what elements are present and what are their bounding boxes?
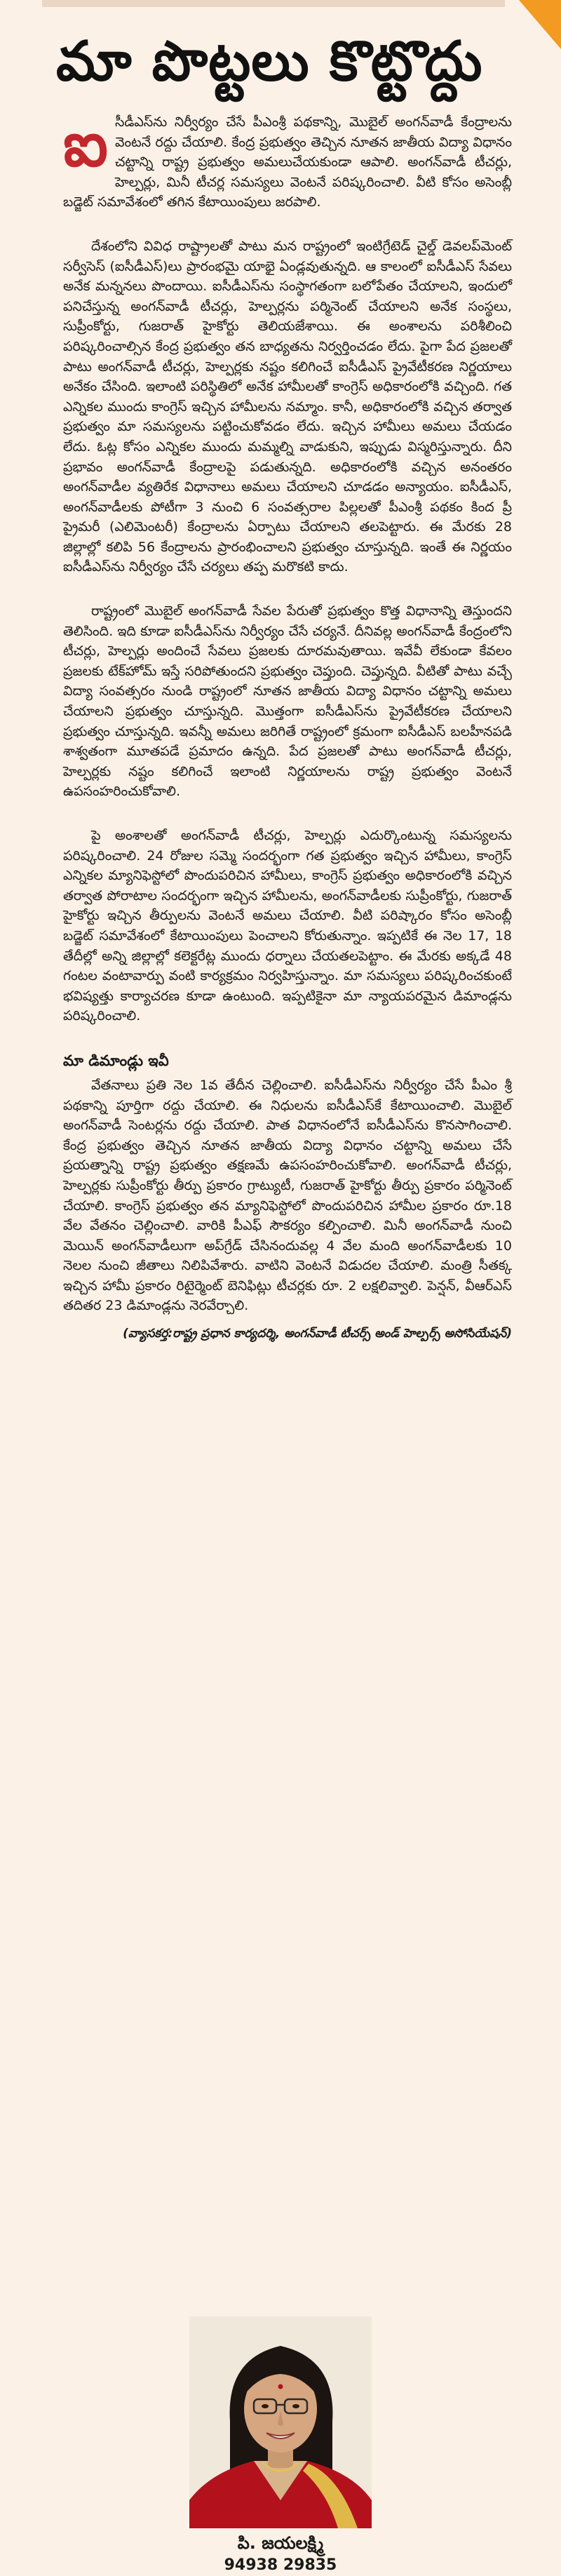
author-byline: (వ్యాసకర్త:రాష్ట్ర ప్రధాన కార్యదర్శి, అంగన్‌వాడీ టీచర్స్‌ అండ్‌ హెల్పర్స్‌ అసోసియేషన్‌)	[123, 1327, 512, 1341]
author-phone: 94938 29835	[224, 2556, 337, 2574]
header-strip	[42, 0, 505, 7]
demands-subheading: మా డిమాండ్లు ఇవీ	[63, 1052, 169, 1069]
article-paragraph-1	[63, 108, 512, 213]
author-name: పి. జయలక్ష్మి	[237, 2533, 324, 2553]
paragraph-1-text: సీడీఎస్‌ను నిర్వీర్యం చేసే పీఎంశ్రీ పథకాన్ని, మొబైల్‌ అంగన్‌వాడీ కేంద్రాలను వెంటనే రద్దు చేయాలి. కేంద్ర ప్రభుత్వం తెచ్చిన నూతన జాతీయ విద్యా విధానం చట్టాన్ని రాష్ట్ర ప్రభుత్వం అమలుచేయకుండా ఆపాలి. అంగన్‌వాడీ టీచర్లు, హెల్పర్లు, మినీ టీచర్ల సమస్యలు వెంటనే పరిష్కరించాలి. వీటి కోసం అసెంబ్లీ బడ్జెట్‌ సమావేశంలో తగిన కేటాయింపులు జరపాలి.	[63, 114, 512, 210]
article-body	[63, 108, 512, 1344]
article-paragraph-2: దేశంలోని వివిధ రాష్ట్రాలతో పాటు మన రాష్ట్రంలో ఇంటిగ్రేటెడ్‌ చైల్డ్‌ డెవలప్‌మెంట్‌ సర్వీసెస్‌ (ఐసీడీఎస్‌)లు ప్రారంభమై యాభై ఏండ్లవుతున్నది. ఆ కాలంలో ఐసీడీఎస్‌ సేవలు అనేక మన్ననలు పొందాయి. ఐసీడీఎస్‌ను సంస్థాగతంగా బలోపేతం చేయాలని, ఇందులో పనిచేస్తున్న అంగన్‌వాడీ టీచర్లు, హెల్పర్లను పర్మినెంట్‌ చేయాలని అనేక సంస్థలు, సుప్రీంకోర్టు, గుజరాత్‌ హైకోర్టు తెలియజేశాయి. ఈ అంశాలను పరిశీలించి పరిష్కరించాల్సిన కేంద్ర ప్రభుత్వం తన బాధ్యతను నిర్వర్తించడం లేదు. పైగా పేద ప్రజలతో పాటు అంగన్‌వాడీ టీచర్లు, హెల్పర్లకు నష్టం కలిగించే ఐసీడీఎస్‌ ప్రైవేటీకరణ నిర్ణయాలు అనేకం చేసింది. ఇలాంటి పరిస్థితిలో అనేక హామీలతో కాంగ్రెస్‌ అధికారంలోకి వచ్చింది. గత ఎన్నికల ముందు కాంగ్రెస్‌ ఇచ్చిన హామీలను నమ్మాం. కానీ, అధికారంలోకి వచ్చిన తర్వాత ప్రభుత్వం మా సమస్యలను పట్టించుకోవడం లేదు. ఇచ్చిన హామీలు అమలు చేయడం లేదు. ఓట్ల కోసం ఎన్నికల ముందు మమ్మల్ని వాడుకుని, ఇప్పుడు విస్మరిస్తున్నారు. దీని ప్రభావం అంగన్‌వాడీ కేంద్రాలపై పడుతున్నది. అధికారంలోకి వచ్చిన అనంతరం అంగన్‌వాడీల వ్యతిరేక విధానాలు అమలు చేయాలని చూడడం అన్యాయం. ఐసీడీఎస్‌, అంగన్‌వాడీలకు పోటీగా 3 నుంచి 6 సంవత్సరాల పిల్లలతో పీఎంశ్రీ పథకం కింద ప్రీ ప్రైమరీ (ఎలిమెంటరీ) కేంద్రాలను ఏర్పాటు చేయాలని తలపెట్టారు. ఈ మేరకు 28 జిల్లాల్లో కలిపి 56 కేంద్రాలను ప్రారంభించాలని ప్రభుత్వం చూస్తున్నది. ఇంతే ఈ నిర్ణయం ఐసీడీఎస్‌ను నిర్వీర్యం చేసే చర్యలు తప్ప మరొకటి కాదు.	[63, 238, 512, 575]
photo-caption	[56, 2531, 505, 2576]
author-photo	[189, 2316, 372, 2528]
article-paragraph-5: వేతనాలు ప్రతి నెల 1వ తేదీన చెల్లించాలి. ఐసీడీఎస్‌ను నిర్వీర్యం చేసే పీఎం శ్రీ పథకాన్ని పూర్తిగా రద్దు చేయాలి. ఈ నిధులను ఐసీడీఎస్‌కే కేటాయించాలి. మొబైల్‌ అంగన్‌వాడీ సెంటర్లను రద్దు చేయాలి. పాత విధానంలోనే ఐసీడీఎస్‌ను కొనసాగించాలి. కేంద్ర ప్రభుత్వం తెచ్చిన నూతన జాతీయ విద్యా విధానం చట్టాన్ని అమలు చేసే ప్రయత్నాన్ని రాష్ట్ర ప్రభుత్వం తక్షణమే ఉపసంహరించుకోవాలి. అంగన్‌వాడీ టీచర్లు, హెల్పర్లకు సుప్రీంకోర్టు తీర్పు ప్రకారం గ్రాట్యుటీ, గుజరాత్‌ హైకోర్టు తీర్పు ప్రకారం పర్మినెంట్‌ చేయాలి. కాంగ్రెస్‌ ప్రభుత్వం తన మ్యానిఫెస్టోలో పొందుపరిచిన హామీల ప్రకారం రూ.18 వేల వేతనం చెల్లించాలి. వారికి పీఎఫ్‌ సౌకర్యం కల్పించాలి. మినీ అంగన్‌వాడీ నుంచి మెయిన్‌ అంగన్‌వాడీలుగా అప్‌గ్రేడ్‌ చేసినందువల్ల 4 వేల మంది అంగన్‌వాడీలకు 10 నెలల నుంచి జీతాలు నిలిపివేశారు. వాటిని వెంటనే విడుదల చేయాలి. మంత్రి సీతక్క ఇచ్చిన హామీ ప్రకారం రిటైర్మెంట్‌ బెనిఫిట్లు టీచర్లకు రూ. 2 లక్షలివ్వాలి. పెన్షన్‌, వీఆర్‌ఎస్‌ తదితర 23 డిమాండ్లను నెరవేర్చాలి.	[63, 1077, 512, 1314]
headline: మా పొట్టలు కొట్టొద్దు	[56, 30, 483, 93]
author-portrait-illustration	[189, 2316, 372, 2528]
article-paragraph-3: రాష్ట్రంలో మొబైల్‌ అంగన్‌వాడీ సేవల పేరుతో ప్రభుత్వం కొత్త విధానాన్ని తెస్తుందని తెలిసింది. ఇది కూడా ఐసీడీఎస్‌ను నిర్వీర్యం చేసే చర్యనే. దీనివల్ల అంగన్‌వాడీ కేంద్రంలోని టీచర్లు, హెల్పర్లు అందించే సేవలు ప్రజలకు దూరమవుతాయి. ఇవేవీ లేకుండా కేవలం ప్రజలకు టేక్‌హోమ్‌ ఇస్తే సరిపోతుందని ప్రభుత్వం చెప్తుంది. చెప్తున్నది. వీటితో పాటు వచ్చే విద్యా సంవత్సరం నుండి రాష్ట్రంలో నూతన జాతీయ విద్యా విధానం చట్టాన్ని అమలు చేయాలని ప్రభుత్వం చూస్తున్నది. మొత్తంగా ఐసీడీఎస్‌ను ప్రైవేటీకరణ చేయాలని ప్రభుత్వం చూస్తున్నది. ఇవన్నీ అమలు జరిగితే రాష్ట్రంలో క్రమంగా ఐసీడీఎస్‌ బలహీనపడి శాశ్వతంగా మూతపడే ప్రమాదం ఉన్నది. పేద ప్రజలతో పాటు అంగన్‌వాడీ టీచర్లు, హెల్పర్లకు నష్టం కలిగించే ఇలాంటి నిర్ణయాలను రాష్ట్ర ప్రభుత్వం వెంటనే ఉపసంహరించుకోవాలి.	[63, 603, 512, 800]
drop-cap: ఐ	[63, 108, 108, 180]
article-paragraph-4: పై అంశాలతో అంగన్‌వాడీ టీచర్లు, హెల్పర్లు ఎదుర్కొంటున్న సమస్యలను పరిష్కరించాలి. 24 రోజుల సమ్మె సందర్భంగా గత ప్రభుత్వం ఇచ్చిన హామీలు, కాంగ్రెస్‌ ఎన్నికల మ్యానిఫెస్టోలో పొందుపరిచిన హామీలు, కాంగ్రెస్‌ ప్రభుత్వం అధికారంలోకి వచ్చిన తర్వాత పోరాటాల సందర్భంగా ఇచ్చిన హామీలను, అంగన్‌వాడీలకు సుప్రీంకోర్టు, గుజరాత్‌ హైకోర్టు ఇచ్చిన తీర్పులను వెంటనే అమలు చేయాలి. వీటి పరిష్కారం కోసం అసెంబ్లీ బడ్జెట్‌ సమావేశంలో కేటాయింపులు పెంచాలని కోరుతున్నాం. ఇప్పటికే ఈ నెల 17, 18 తేదీల్లో అన్ని జిల్లాల్లో కలెక్టరేట్ల ముందు ధర్నాలు చేయతలపెట్టాం. ఈ మేరకు అక్కడే 48 గంటల వంటావార్పు వంటి కార్యక్రమం నిర్వహిస్తున్నాం. మా సమస్యలు పరిష్కరించకుంటే భవిష్యత్తు కార్యాచరణ కూడా ఉంటుంది. ఇప్పటికైనా మా న్యాయపరమైన డిమాండ్లను పరిష్కరించాలి.	[63, 828, 512, 1024]
corner-flag-decoration	[519, 0, 561, 49]
